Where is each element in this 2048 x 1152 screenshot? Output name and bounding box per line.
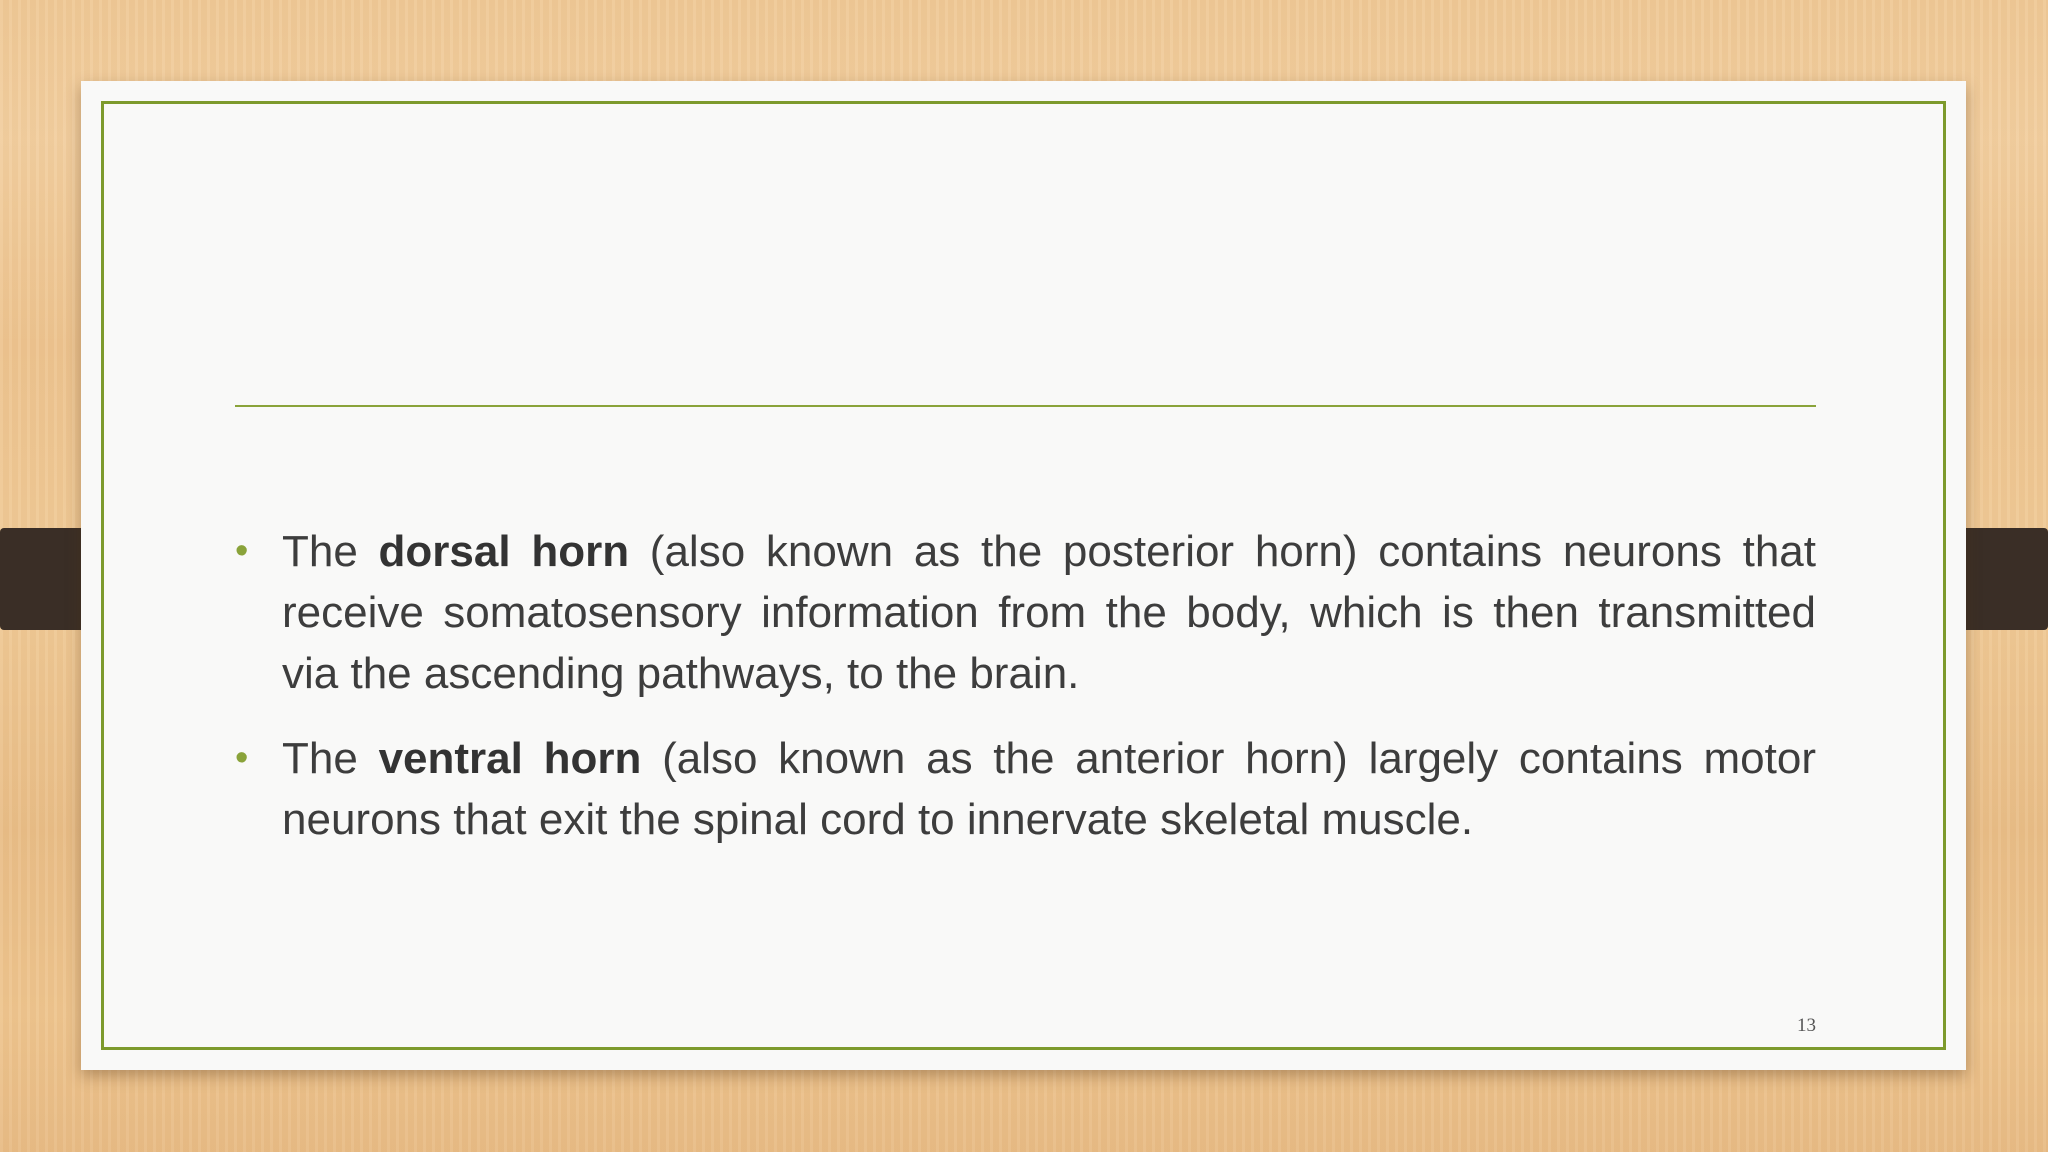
bullet-list [235, 521, 1816, 874]
bullet-lead: The [282, 734, 379, 783]
bullet-item-ventral-horn [235, 728, 1816, 850]
bullet-item-dorsal-horn [235, 521, 1816, 704]
bullet-text [282, 734, 1816, 844]
bullet-term: ventral horn [378, 734, 642, 783]
title-divider [235, 405, 1816, 407]
bullet-text [282, 527, 1816, 698]
bullet-term: dorsal horn [378, 527, 630, 576]
bullet-icon: • [235, 737, 249, 779]
bullet-body: (also known as the posterior horn) contains neurons that receive somatosensory information from the body, which is then transmitted via the ascending pathways, to the brain. [282, 527, 1816, 698]
bullet-body: (also known as the anterior horn) largely contains motor neurons that exit the spinal cord to innervate skeletal muscle. [282, 734, 1816, 844]
slide-number: 13 [1797, 1015, 1816, 1036]
bullet-icon: • [235, 530, 249, 572]
slide [81, 81, 1966, 1070]
bullet-lead: The [282, 527, 379, 576]
